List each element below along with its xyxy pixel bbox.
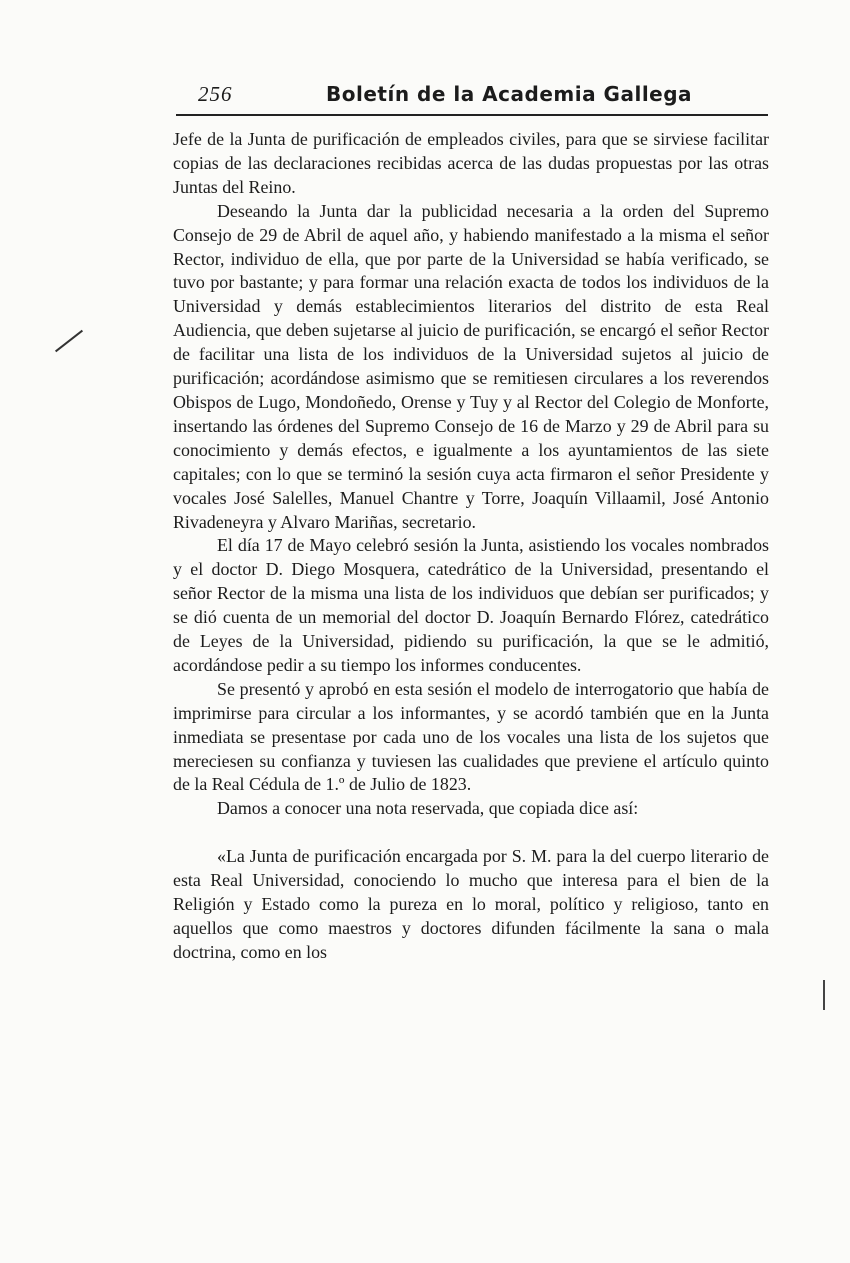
quoted-note: «La Junta de purificación encargada por S. M. para la del cuerpo literario de esta Real Universidad, conociendo lo mucho que interesa para el bien de la Religión y Estado como la pureza en lo moral, político y religioso, tanto en aquellos que como maestros y doctores difunden fácilmente la sana o mala doctrina, como en los bbox=[173, 846, 769, 962]
paragraph: Damos a conocer una nota reservada, que copiada dice así: bbox=[217, 798, 639, 819]
body-text bbox=[173, 128, 769, 965]
paragraph: Deseando la Junta dar la publicidad necesaria a la orden del Supremo Consejo de 29 de Abril de aquel año, y habiendo manifestado a la misma el señor Rector, individuo de ella, que por parte de la Universidad se había verificado, se tuvo por bastante; y para formar una relación exacta de todos los individuos de la Universidad y demás establecimientos literarios del distrito de esta Real Audiencia, que deben sujetarse al juicio de purificación, se encargó el señor Rector de facilitar una lista de los individuos de la Universidad sujetos al juicio de purificación; acordándose asimismo que se remitiesen circulares a los reverendos Obispos de Lugo, Mondoñedo, Orense y Tuy y al Rector del Colegio de Monforte, insertando las órdenes del Supremo Consejo de 16 de Marzo y 29 de Abril para su conocimiento y demás efectos, e igualmente a los ayuntamientos de las siete capitales; con lo que se terminó la sesión cuya acta firmaron el señor Presidente y vocales José Salelles, Manuel Chantre y Torre, Joaquín Villaamil, José Antonio Rivadeneyra y Alvaro Mariñas, secretario. bbox=[173, 200, 769, 532]
paragraph: El día 17 de Mayo celebró sesión la Junta, asistiendo los vocales nombrados y el doctor D. Diego Mosquera, catedrático de la Universidad, presentando el señor Rector de la misma una lista de los individuos que debían ser purificados; y se dió cuenta de un memorial del doctor D. Joaquín Bernardo Flórez, catedrático de Leyes de la Universidad, pidiendo su purificación, la que se le admitió, acordándose pedir a su tiempo los informes conducentes. bbox=[173, 535, 769, 675]
running-title: Boletín de la Academia Gallega bbox=[326, 82, 693, 106]
margin-vertical-mark bbox=[823, 980, 825, 1010]
page-header bbox=[176, 80, 768, 116]
paragraph: Se presentó y aprobó en esta sesión el modelo de interrogatorio que había de imprimirse para circular a los informantes, y se acordó también que en la Junta inmediata se presentase por cada uno de los vocales una lista de los sujetos que mereciesen su confianza y tuviesen las cualidades que previene el artículo quinto de la Real Cédula de 1.º de Julio de 1823. bbox=[173, 678, 769, 795]
paragraph-spacer bbox=[173, 821, 769, 845]
margin-pencil-mark bbox=[55, 330, 83, 353]
paragraph-continuation: Jefe de la Junta de purificación de empleados civiles, para que se sirviese facilitar copias de las declaraciones recibidas acerca de las dudas propuestas por las otras Juntas del Reino. bbox=[173, 129, 769, 197]
page-number: 256 bbox=[198, 82, 233, 106]
